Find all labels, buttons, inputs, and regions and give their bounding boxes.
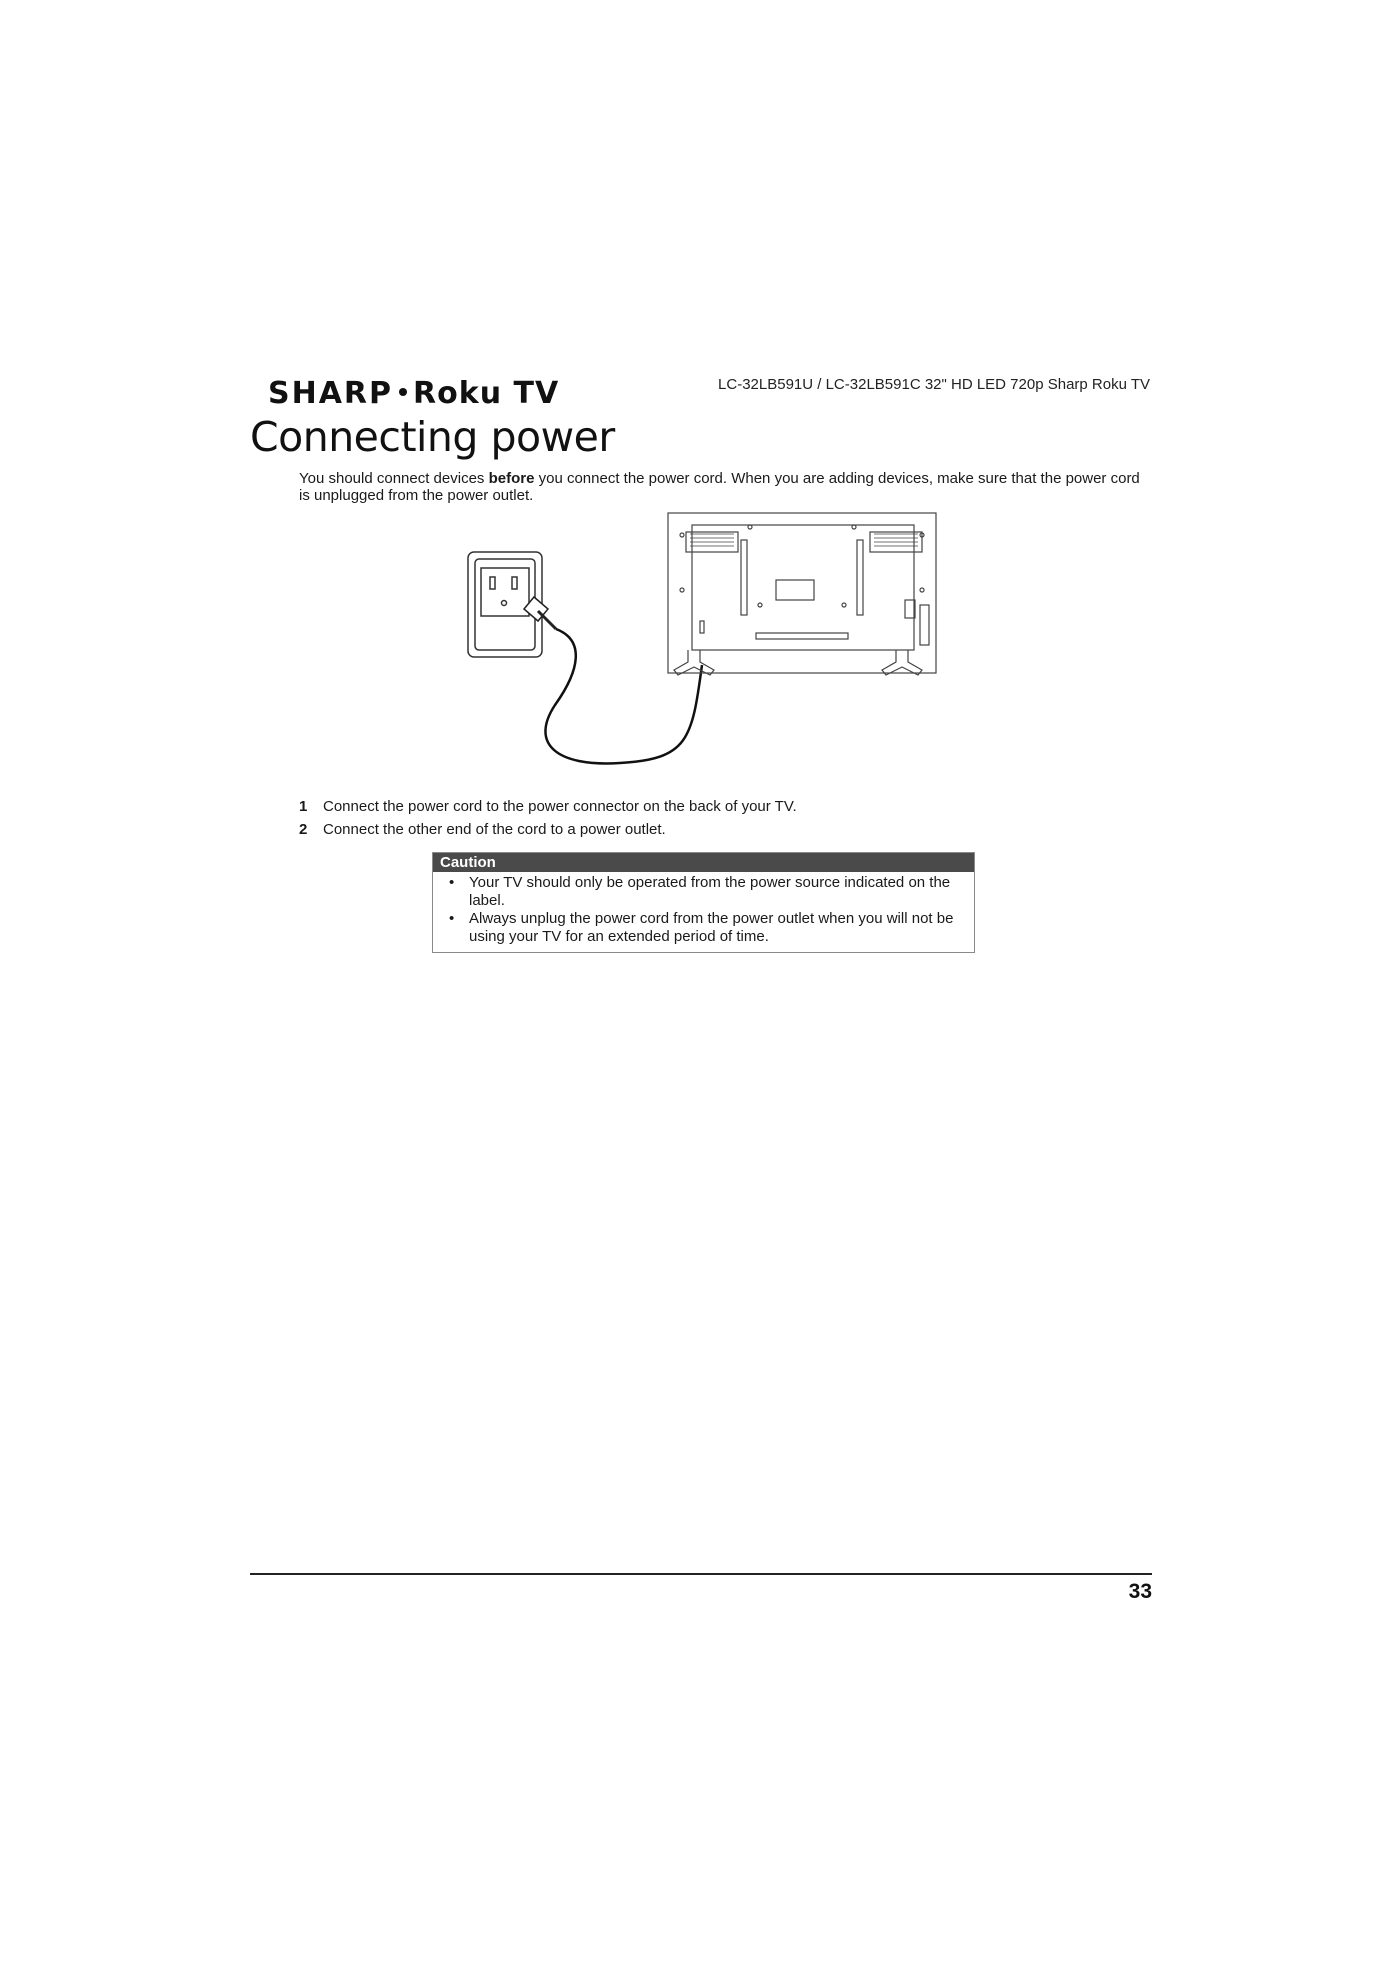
list-item bbox=[299, 795, 797, 818]
step-text: Connect the power cord to the power connector on the back of your TV. bbox=[323, 798, 797, 815]
step-number: 1 bbox=[299, 798, 308, 815]
brand-sharp: SHARP bbox=[268, 376, 394, 411]
page-title: Connecting power bbox=[250, 413, 615, 461]
intro-bold: before bbox=[488, 470, 535, 487]
intro-paragraph bbox=[299, 470, 1149, 504]
power-cord-icon bbox=[545, 629, 702, 763]
caution-heading: Caution bbox=[433, 853, 974, 872]
model-line: LC-32LB591U / LC-32LB591C 32" HD LED 720p Sharp Roku TV bbox=[718, 376, 1150, 393]
caution-list bbox=[433, 872, 974, 952]
caution-text: Your TV should only be operated from the power source indicated on the label. bbox=[469, 874, 951, 909]
list-item bbox=[299, 818, 797, 841]
bullet-icon: • bbox=[449, 874, 455, 891]
intro-text-end: you connect the power cord. When you are adding devices, make sure that the power cord is unplugged from the power outlet. bbox=[299, 470, 1140, 504]
list-item bbox=[449, 910, 966, 946]
list-item bbox=[449, 874, 966, 910]
step-number: 2 bbox=[299, 821, 308, 838]
step-text: Connect the other end of the cord to a power outlet. bbox=[323, 821, 666, 838]
caution-box bbox=[432, 852, 975, 953]
brand-logo bbox=[268, 376, 559, 411]
footer-divider bbox=[250, 1573, 1152, 1575]
power-connection-diagram bbox=[460, 505, 940, 770]
bullet-icon: • bbox=[449, 910, 455, 927]
intro-text-start: You should connect devices bbox=[299, 470, 489, 487]
steps-list bbox=[299, 795, 797, 841]
brand-roku: Roku TV bbox=[413, 376, 560, 411]
page-number: 33 bbox=[1128, 1580, 1152, 1603]
caution-text: Always unplug the power cord from the power outlet when you will not be using your TV for an extended period of time. bbox=[469, 910, 954, 945]
tv-back-panel-icon bbox=[668, 513, 936, 675]
logo-dot bbox=[399, 388, 407, 396]
